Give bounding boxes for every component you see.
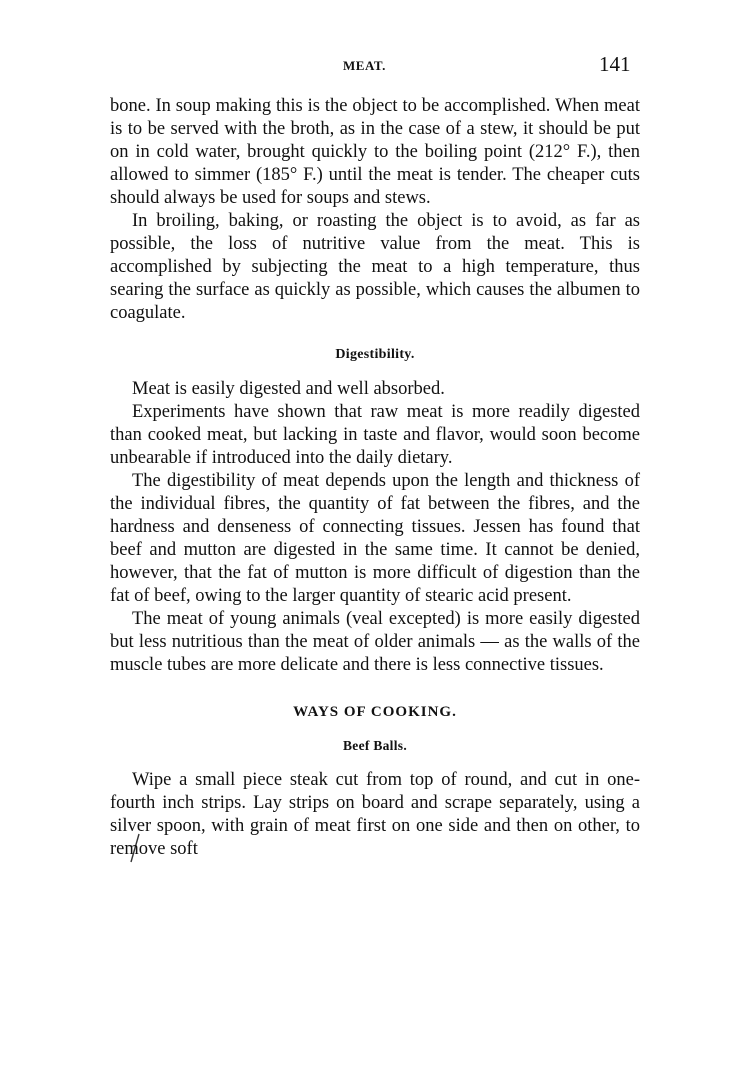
paragraph: bone. In soup making this is the object to be accomplished. When meat is to be served with the broth, as in the case of a stew, it should be put on in cold water, brought quickly to the boiling point (212° F.), then allowed to simmer (185° F.) until the meat is tender. The cheaper cuts should always be used for soups and stews. [110, 96, 640, 208]
paragraph: The meat of young animals (veal excepted) is more easily digested but less nutritious than the meat of older animals — as the walls of the muscle tubes are more delicate and there is less connective tissues. [110, 609, 640, 675]
section-heading-ways-of-cooking: WAYS OF COOKING. [293, 704, 457, 720]
page-number: 141 [599, 52, 631, 76]
paragraph: In broiling, baking, or roasting the object is to avoid, as far as possible, the loss of nutritive value from the meat. This is accomplished by subjecting the meat to a high temperature, thus searing the surface as quickly as possible, which causes the albumen to coagulate. [110, 211, 640, 323]
running-head: MEAT. [343, 58, 386, 73]
paragraph: Experiments have shown that raw meat is more readily digested than cooked meat, but lacking in taste and flavor, would soon become unbearable if introduced into the daily dietary. [110, 402, 640, 468]
section-heading-digestibility: Digestibility. [335, 347, 415, 362]
paragraph: Meat is easily digested and well absorbed. [132, 379, 445, 399]
paragraph: Wipe a small piece steak cut from top of round, and cut in one-fourth inch strips. Lay strips on board and scrape separately, using a silver spoon, with grain of meat first on one side and then on other, to remove soft [110, 770, 640, 859]
page-header [0, 52, 750, 80]
recipe-title: Beef Balls. [342, 738, 408, 753]
page-body [110, 95, 640, 861]
paragraph: The digestibility of meat depends upon the length and thickness of the individual fibres, the quantity of fat between the fibres, and the hardness and denseness of connecting tissues. Jessen has found that beef and mutton are digested in the same time. It cannot be denied, however, that the fat of mutton is more difficult of digestion than the fat of beef, owing to the larger quantity of stearic acid present. [110, 471, 640, 606]
